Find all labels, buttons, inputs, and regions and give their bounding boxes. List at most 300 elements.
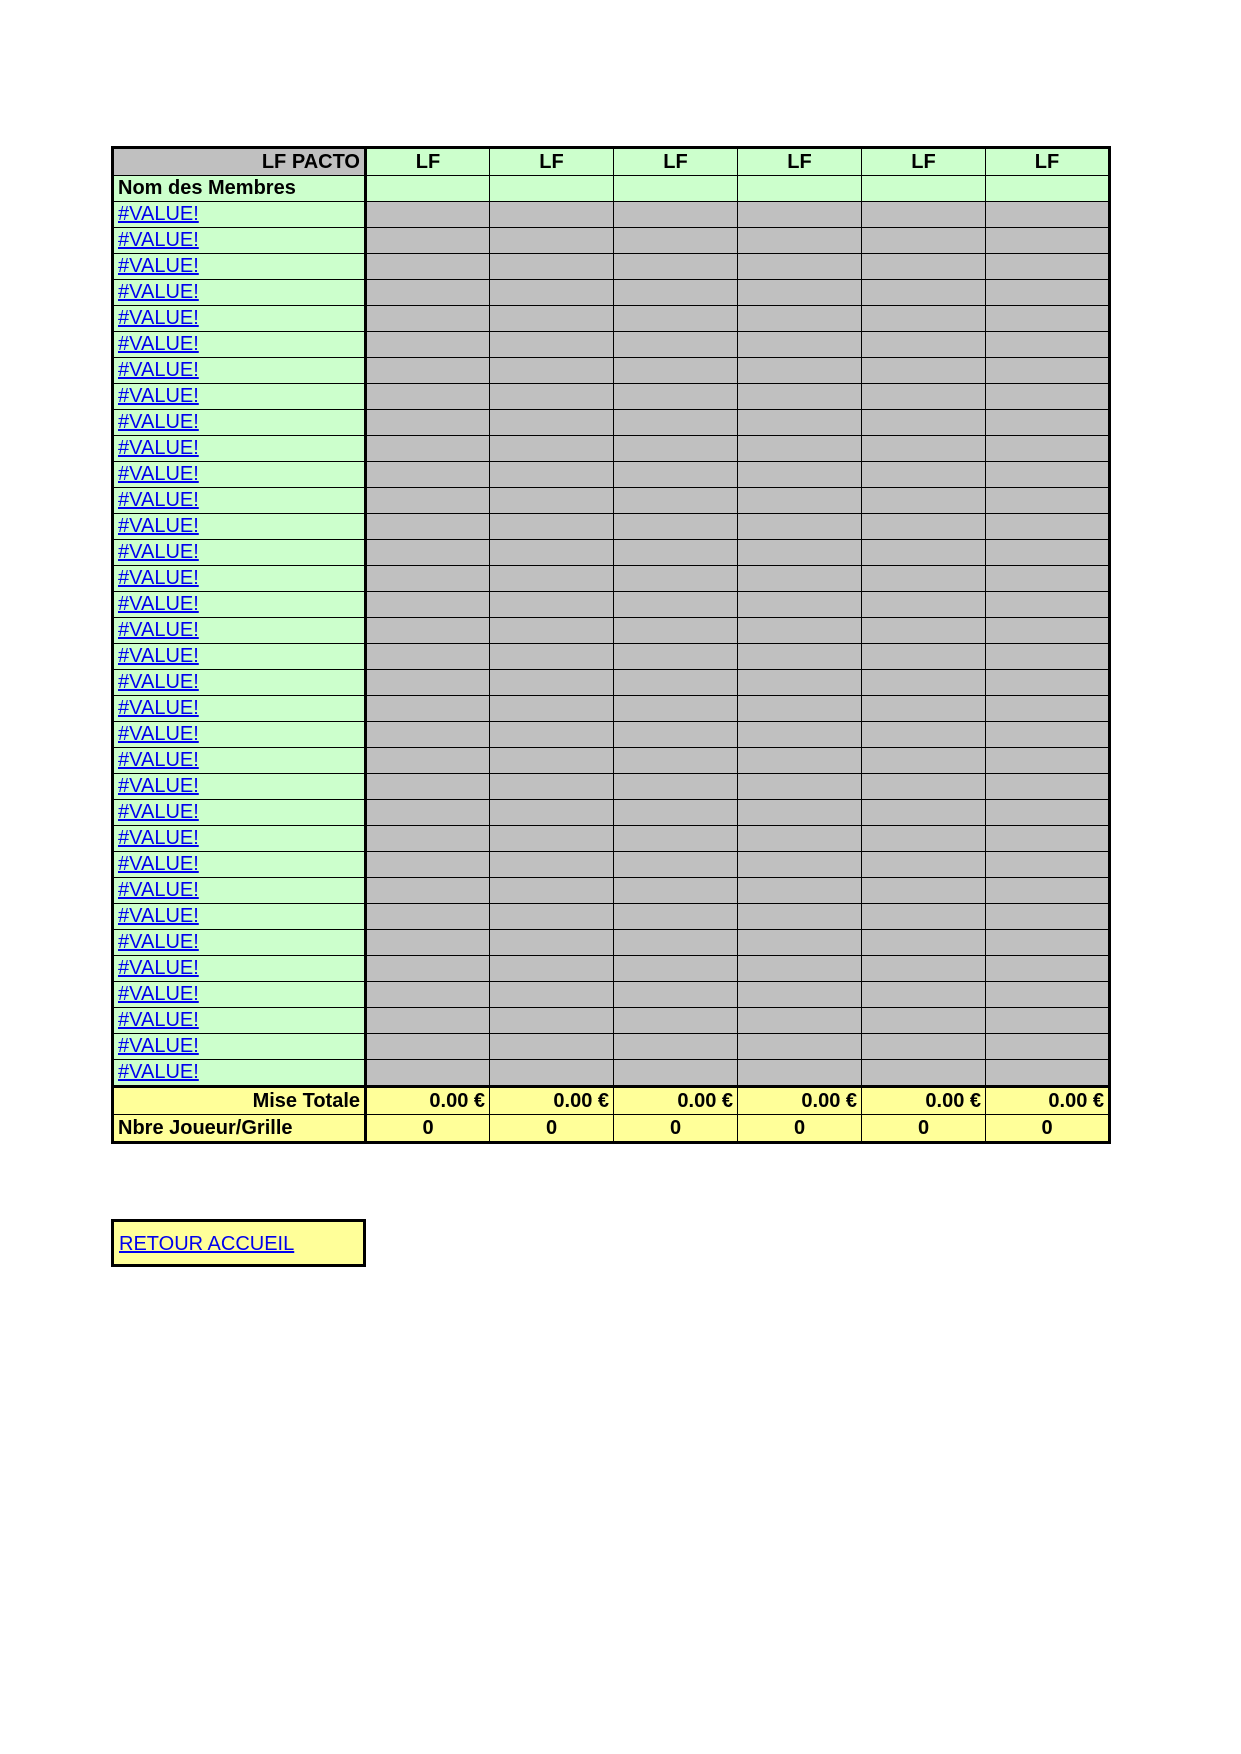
member-row — [113, 228, 1110, 254]
member-row — [113, 332, 1110, 358]
grid-entry-cell[interactable] — [614, 852, 738, 878]
member-name-cell — [113, 436, 366, 462]
grid-entry-cell[interactable] — [490, 618, 614, 644]
grid-entry-cell[interactable] — [738, 436, 862, 462]
grid-entry-cell[interactable] — [986, 670, 1110, 696]
grid-entry-cell[interactable] — [490, 358, 614, 384]
members-label: Nom des Membres — [113, 176, 366, 202]
grid-entry-cell[interactable] — [614, 436, 738, 462]
grid-entry-cell[interactable] — [614, 878, 738, 904]
grid-entry-cell[interactable] — [862, 748, 986, 774]
grid-entry-cell[interactable] — [614, 774, 738, 800]
grid-entry-cell[interactable] — [862, 488, 986, 514]
grid-entry-cell[interactable] — [366, 410, 490, 436]
grid-entry-cell[interactable] — [614, 722, 738, 748]
grid-entry-cell[interactable] — [738, 956, 862, 982]
member-name-link[interactable]: #VALUE! — [118, 359, 199, 381]
grid-entry-cell[interactable] — [738, 358, 862, 384]
grid-entry-cell[interactable] — [490, 462, 614, 488]
grid-entry-cell[interactable] — [614, 826, 738, 852]
grid-entry-cell[interactable] — [366, 826, 490, 852]
member-name-link[interactable]: #VALUE! — [118, 307, 199, 329]
member-row — [113, 982, 1110, 1008]
grid-entry-cell[interactable] — [366, 852, 490, 878]
grid-entry-cell[interactable] — [862, 904, 986, 930]
grid-entry-cell[interactable] — [366, 202, 490, 228]
grid-entry-cell[interactable] — [986, 982, 1110, 1008]
member-name-link[interactable]: #VALUE! — [118, 983, 199, 1005]
column-header: LF — [366, 148, 490, 176]
grid-entry-cell[interactable] — [614, 1034, 738, 1060]
grid-entry-cell[interactable] — [862, 566, 986, 592]
retour-accueil-link[interactable]: RETOUR ACCUEIL — [119, 1233, 295, 1255]
grid-entry-cell[interactable] — [862, 332, 986, 358]
member-name-link[interactable]: #VALUE! — [118, 775, 199, 797]
grid-entry-cell[interactable] — [862, 540, 986, 566]
grid-entry-cell[interactable] — [986, 852, 1110, 878]
member-name-cell — [113, 332, 366, 358]
grid-entry-cell[interactable] — [366, 384, 490, 410]
grid-entry-cell[interactable] — [614, 592, 738, 618]
grid-entry-cell[interactable] — [614, 332, 738, 358]
grid-entry-cell[interactable] — [986, 618, 1110, 644]
member-row — [113, 956, 1110, 982]
grid-entry-cell[interactable] — [366, 488, 490, 514]
grid-entry-cell[interactable] — [986, 592, 1110, 618]
nbre-value: 0 — [366, 1115, 490, 1143]
grid-entry-cell[interactable] — [490, 774, 614, 800]
grid-entry-cell[interactable] — [366, 514, 490, 540]
grid-entry-cell[interactable] — [490, 1008, 614, 1034]
grid-entry-cell[interactable] — [490, 540, 614, 566]
grid-entry-cell[interactable] — [614, 696, 738, 722]
member-name-link[interactable]: #VALUE! — [118, 827, 199, 849]
grid-entry-cell[interactable] — [986, 254, 1110, 280]
grid-entry-cell[interactable] — [862, 436, 986, 462]
grid-entry-cell[interactable] — [986, 514, 1110, 540]
grid-entry-cell[interactable] — [614, 904, 738, 930]
grid-entry-cell[interactable] — [366, 774, 490, 800]
grid-entry-cell[interactable] — [738, 878, 862, 904]
member-name-link[interactable]: #VALUE! — [118, 567, 199, 589]
nbre-value: 0 — [490, 1115, 614, 1143]
grid-entry-cell[interactable] — [986, 1034, 1110, 1060]
grid-entry-cell[interactable] — [490, 332, 614, 358]
grid-entry-cell[interactable] — [738, 540, 862, 566]
grid-entry-cell[interactable] — [366, 696, 490, 722]
grid-entry-cell[interactable] — [862, 254, 986, 280]
grid-entry-cell[interactable] — [366, 982, 490, 1008]
member-name-cell — [113, 566, 366, 592]
member-name-link[interactable]: #VALUE! — [118, 801, 199, 823]
grid-entry-cell[interactable] — [490, 280, 614, 306]
member-name-cell — [113, 306, 366, 332]
grid-entry-cell[interactable] — [614, 306, 738, 332]
grid-entry-cell[interactable] — [614, 956, 738, 982]
member-name-cell — [113, 462, 366, 488]
input-cell[interactable] — [490, 176, 614, 202]
grid-entry-cell[interactable] — [366, 306, 490, 332]
grid-entry-cell[interactable] — [986, 1008, 1110, 1034]
member-name-link[interactable]: #VALUE! — [118, 593, 199, 615]
grid-entry-cell[interactable] — [614, 1060, 738, 1087]
member-name-cell — [113, 202, 366, 228]
member-row — [113, 514, 1110, 540]
grid-entry-cell[interactable] — [986, 722, 1110, 748]
grid-entry-cell[interactable] — [738, 982, 862, 1008]
grid-entry-cell[interactable] — [986, 566, 1110, 592]
grid-entry-cell[interactable] — [614, 930, 738, 956]
grid-entry-cell[interactable] — [986, 748, 1110, 774]
grid-entry-cell[interactable] — [862, 826, 986, 852]
member-row — [113, 696, 1110, 722]
grid-entry-cell[interactable] — [366, 228, 490, 254]
member-name-link[interactable]: #VALUE! — [118, 853, 199, 875]
grid-entry-cell[interactable] — [986, 462, 1110, 488]
member-name-cell — [113, 644, 366, 670]
grid-entry-cell[interactable] — [738, 722, 862, 748]
grid-entry-cell[interactable] — [614, 644, 738, 670]
grid-entry-cell[interactable] — [490, 254, 614, 280]
grid-entry-cell[interactable] — [490, 384, 614, 410]
grid-entry-cell[interactable] — [738, 800, 862, 826]
member-row — [113, 462, 1110, 488]
grid-entry-cell[interactable] — [862, 878, 986, 904]
member-name-cell — [113, 1008, 366, 1034]
grid-entry-cell[interactable] — [614, 384, 738, 410]
member-name-cell — [113, 956, 366, 982]
member-name-link[interactable]: #VALUE! — [118, 229, 199, 251]
grid-entry-cell[interactable] — [986, 306, 1110, 332]
grid-entry-cell[interactable] — [862, 982, 986, 1008]
grid-entry-cell[interactable] — [614, 488, 738, 514]
input-cell[interactable] — [366, 176, 490, 202]
member-name-link[interactable]: #VALUE! — [118, 931, 199, 953]
grid-entry-cell[interactable] — [986, 930, 1110, 956]
grid-entry-cell[interactable] — [862, 774, 986, 800]
member-name-link[interactable]: #VALUE! — [118, 1009, 199, 1031]
member-row — [113, 540, 1110, 566]
grid-entry-cell[interactable] — [738, 228, 862, 254]
grid-entry-cell[interactable] — [862, 1060, 986, 1087]
member-name-cell — [113, 384, 366, 410]
member-name-link[interactable]: #VALUE! — [118, 515, 199, 537]
grid-entry-cell[interactable] — [738, 410, 862, 436]
grid-entry-cell[interactable] — [738, 1034, 862, 1060]
nbre-value: 0 — [986, 1115, 1110, 1143]
grid-entry-cell[interactable] — [986, 384, 1110, 410]
grid-entry-cell[interactable] — [862, 644, 986, 670]
grid-entry-cell[interactable] — [862, 202, 986, 228]
grid-entry-cell[interactable] — [738, 774, 862, 800]
grid-entry-cell[interactable] — [738, 826, 862, 852]
grid-entry-cell[interactable] — [614, 228, 738, 254]
grid-entry-cell[interactable] — [738, 280, 862, 306]
grid-entry-cell[interactable] — [490, 670, 614, 696]
grid-entry-cell[interactable] — [738, 930, 862, 956]
grid-entry-cell[interactable] — [738, 1008, 862, 1034]
grid-entry-cell[interactable] — [986, 826, 1110, 852]
grid-entry-cell[interactable] — [986, 436, 1110, 462]
grid-entry-cell[interactable] — [738, 592, 862, 618]
member-name-link[interactable]: #VALUE! — [118, 619, 199, 641]
grid-entry-cell[interactable] — [738, 202, 862, 228]
grid-entry-cell[interactable] — [862, 852, 986, 878]
member-name-link[interactable]: #VALUE! — [118, 749, 199, 771]
grid-entry-cell[interactable] — [986, 228, 1110, 254]
grid-entry-cell[interactable] — [614, 358, 738, 384]
grid-entry-cell[interactable] — [614, 566, 738, 592]
grid-entry-cell[interactable] — [986, 202, 1110, 228]
grid-entry-cell[interactable] — [862, 514, 986, 540]
grid-entry-cell[interactable] — [986, 488, 1110, 514]
header-row — [113, 148, 1110, 176]
grid-entry-cell[interactable] — [986, 280, 1110, 306]
member-name-cell — [113, 982, 366, 1008]
grid-entry-cell[interactable] — [614, 514, 738, 540]
nbre-joueur-label: Nbre Joueur/Grille — [113, 1115, 366, 1143]
grid-entry-cell[interactable] — [366, 462, 490, 488]
grid-entry-cell[interactable] — [366, 540, 490, 566]
column-header: LF — [738, 148, 862, 176]
grid-entry-cell[interactable] — [490, 436, 614, 462]
member-row — [113, 306, 1110, 332]
grid-entry-cell[interactable] — [366, 618, 490, 644]
grid-entry-cell[interactable] — [614, 618, 738, 644]
member-row — [113, 566, 1110, 592]
grid-entry-cell[interactable] — [986, 644, 1110, 670]
mise-value: 0.00 € — [490, 1087, 614, 1115]
grid-entry-cell[interactable] — [738, 1060, 862, 1087]
grid-entry-cell[interactable] — [862, 280, 986, 306]
grid-entry-cell[interactable] — [614, 462, 738, 488]
member-name-link[interactable]: #VALUE! — [118, 489, 199, 511]
member-name-cell — [113, 280, 366, 306]
grid-entry-cell[interactable] — [614, 800, 738, 826]
grid-entry-cell[interactable] — [366, 332, 490, 358]
grid-entry-cell[interactable] — [490, 696, 614, 722]
member-name-link[interactable]: #VALUE! — [118, 255, 199, 277]
grid-entry-cell[interactable] — [366, 566, 490, 592]
member-row — [113, 748, 1110, 774]
lf-pacto-table — [111, 146, 1111, 1144]
member-name-cell — [113, 696, 366, 722]
input-cell[interactable] — [738, 176, 862, 202]
grid-entry-cell[interactable] — [490, 748, 614, 774]
member-name-cell — [113, 410, 366, 436]
grid-entry-cell[interactable] — [490, 800, 614, 826]
grid-entry-cell[interactable] — [490, 228, 614, 254]
grid-entry-cell[interactable] — [738, 852, 862, 878]
grid-entry-cell[interactable] — [366, 1060, 490, 1087]
nbre-value: 0 — [738, 1115, 862, 1143]
grid-entry-cell[interactable] — [366, 436, 490, 462]
grid-entry-cell[interactable] — [614, 670, 738, 696]
member-row — [113, 358, 1110, 384]
grid-entry-cell[interactable] — [862, 670, 986, 696]
grid-entry-cell[interactable] — [490, 644, 614, 670]
grid-entry-cell[interactable] — [366, 644, 490, 670]
member-name-link[interactable]: #VALUE! — [118, 203, 199, 225]
grid-entry-cell[interactable] — [862, 358, 986, 384]
grid-entry-cell[interactable] — [738, 748, 862, 774]
member-name-link[interactable]: #VALUE! — [118, 879, 199, 901]
grid-entry-cell[interactable] — [738, 670, 862, 696]
grid-entry-cell[interactable] — [366, 280, 490, 306]
member-name-cell — [113, 878, 366, 904]
grid-entry-cell[interactable] — [366, 358, 490, 384]
grid-entry-cell[interactable] — [862, 696, 986, 722]
grid-entry-cell[interactable] — [366, 930, 490, 956]
member-name-link[interactable]: #VALUE! — [118, 1061, 199, 1083]
grid-entry-cell[interactable] — [490, 904, 614, 930]
mise-value: 0.00 € — [614, 1087, 738, 1115]
grid-entry-cell[interactable] — [366, 1008, 490, 1034]
grid-entry-cell[interactable] — [738, 696, 862, 722]
grid-entry-cell[interactable] — [738, 566, 862, 592]
member-name-link[interactable]: #VALUE! — [118, 281, 199, 303]
grid-entry-cell[interactable] — [738, 332, 862, 358]
grid-entry-cell[interactable] — [490, 956, 614, 982]
grid-entry-cell[interactable] — [366, 254, 490, 280]
grid-entry-cell[interactable] — [862, 800, 986, 826]
member-name-link[interactable]: #VALUE! — [118, 645, 199, 667]
input-cell[interactable] — [862, 176, 986, 202]
grid-entry-cell[interactable] — [986, 410, 1110, 436]
grid-entry-cell[interactable] — [366, 878, 490, 904]
member-name-link[interactable]: #VALUE! — [118, 385, 199, 407]
grid-entry-cell[interactable] — [490, 514, 614, 540]
grid-entry-cell[interactable] — [738, 488, 862, 514]
grid-entry-cell[interactable] — [490, 410, 614, 436]
grid-entry-cell[interactable] — [862, 306, 986, 332]
member-row — [113, 410, 1110, 436]
grid-entry-cell[interactable] — [862, 410, 986, 436]
grid-entry-cell[interactable] — [862, 1034, 986, 1060]
member-name-cell — [113, 930, 366, 956]
grid-entry-cell[interactable] — [490, 592, 614, 618]
grid-entry-cell[interactable] — [862, 228, 986, 254]
member-name-link[interactable]: #VALUE! — [118, 437, 199, 459]
member-row — [113, 202, 1110, 228]
grid-entry-cell[interactable] — [614, 982, 738, 1008]
grid-entry-cell[interactable] — [614, 254, 738, 280]
grid-entry-cell[interactable] — [366, 1034, 490, 1060]
grid-entry-cell[interactable] — [738, 384, 862, 410]
member-name-link[interactable]: #VALUE! — [118, 697, 199, 719]
grid-entry-cell[interactable] — [986, 540, 1110, 566]
member-name-link[interactable]: #VALUE! — [118, 957, 199, 979]
member-row — [113, 436, 1110, 462]
member-row — [113, 1008, 1110, 1034]
grid-entry-cell[interactable] — [738, 254, 862, 280]
grid-entry-cell[interactable] — [862, 1008, 986, 1034]
grid-entry-cell[interactable] — [366, 800, 490, 826]
grid-entry-cell[interactable] — [738, 644, 862, 670]
member-row — [113, 254, 1110, 280]
grid-entry-cell[interactable] — [862, 618, 986, 644]
grid-entry-cell[interactable] — [986, 904, 1110, 930]
member-name-cell — [113, 618, 366, 644]
member-name-link[interactable]: #VALUE! — [118, 411, 199, 433]
grid-entry-cell[interactable] — [490, 202, 614, 228]
column-header: LF — [862, 148, 986, 176]
grid-entry-cell[interactable] — [986, 878, 1110, 904]
grid-entry-cell[interactable] — [862, 592, 986, 618]
grid-entry-cell[interactable] — [862, 956, 986, 982]
grid-entry-cell[interactable] — [490, 826, 614, 852]
member-name-link[interactable]: #VALUE! — [118, 333, 199, 355]
grid-entry-cell[interactable] — [490, 566, 614, 592]
grid-entry-cell[interactable] — [738, 462, 862, 488]
grid-entry-cell[interactable] — [986, 956, 1110, 982]
member-row — [113, 800, 1110, 826]
grid-entry-cell[interactable] — [490, 722, 614, 748]
input-cell[interactable] — [986, 176, 1110, 202]
grid-entry-cell[interactable] — [862, 722, 986, 748]
grid-entry-cell[interactable] — [490, 982, 614, 1008]
member-name-link[interactable]: #VALUE! — [118, 723, 199, 745]
member-name-cell — [113, 722, 366, 748]
mise-value: 0.00 € — [862, 1087, 986, 1115]
grid-entry-cell[interactable] — [614, 202, 738, 228]
grid-entry-cell[interactable] — [738, 306, 862, 332]
grid-entry-cell[interactable] — [614, 1008, 738, 1034]
grid-entry-cell[interactable] — [366, 670, 490, 696]
grid-entry-cell[interactable] — [986, 358, 1110, 384]
grid-entry-cell[interactable] — [862, 384, 986, 410]
grid-entry-cell[interactable] — [614, 280, 738, 306]
grid-entry-cell[interactable] — [738, 618, 862, 644]
grid-entry-cell[interactable] — [366, 722, 490, 748]
grid-entry-cell[interactable] — [986, 800, 1110, 826]
grid-entry-cell[interactable] — [490, 852, 614, 878]
grid-entry-cell[interactable] — [490, 930, 614, 956]
member-name-cell — [113, 592, 366, 618]
grid-entry-cell[interactable] — [738, 904, 862, 930]
member-name-link[interactable]: #VALUE! — [118, 1035, 199, 1057]
grid-entry-cell[interactable] — [986, 774, 1110, 800]
grid-entry-cell[interactable] — [862, 930, 986, 956]
grid-entry-cell[interactable] — [986, 332, 1110, 358]
grid-entry-cell[interactable] — [366, 748, 490, 774]
member-name-cell — [113, 800, 366, 826]
grid-entry-cell[interactable] — [490, 488, 614, 514]
grid-entry-cell[interactable] — [986, 696, 1110, 722]
member-name-link[interactable]: #VALUE! — [118, 463, 199, 485]
grid-entry-cell[interactable] — [490, 306, 614, 332]
grid-entry-cell[interactable] — [490, 1060, 614, 1087]
grid-entry-cell[interactable] — [986, 1060, 1110, 1087]
input-cell[interactable] — [614, 176, 738, 202]
grid-entry-cell[interactable] — [614, 748, 738, 774]
member-name-link[interactable]: #VALUE! — [118, 671, 199, 693]
grid-entry-cell[interactable] — [366, 956, 490, 982]
grid-entry-cell[interactable] — [366, 592, 490, 618]
grid-entry-cell[interactable] — [490, 878, 614, 904]
grid-entry-cell[interactable] — [490, 1034, 614, 1060]
member-row — [113, 774, 1110, 800]
grid-entry-cell[interactable] — [366, 904, 490, 930]
grid-entry-cell[interactable] — [614, 540, 738, 566]
grid-entry-cell[interactable] — [614, 410, 738, 436]
grid-entry-cell[interactable] — [738, 514, 862, 540]
member-name-link[interactable]: #VALUE! — [118, 541, 199, 563]
member-name-link[interactable]: #VALUE! — [118, 905, 199, 927]
grid-entry-cell[interactable] — [862, 462, 986, 488]
member-name-cell — [113, 514, 366, 540]
column-header: LF — [614, 148, 738, 176]
